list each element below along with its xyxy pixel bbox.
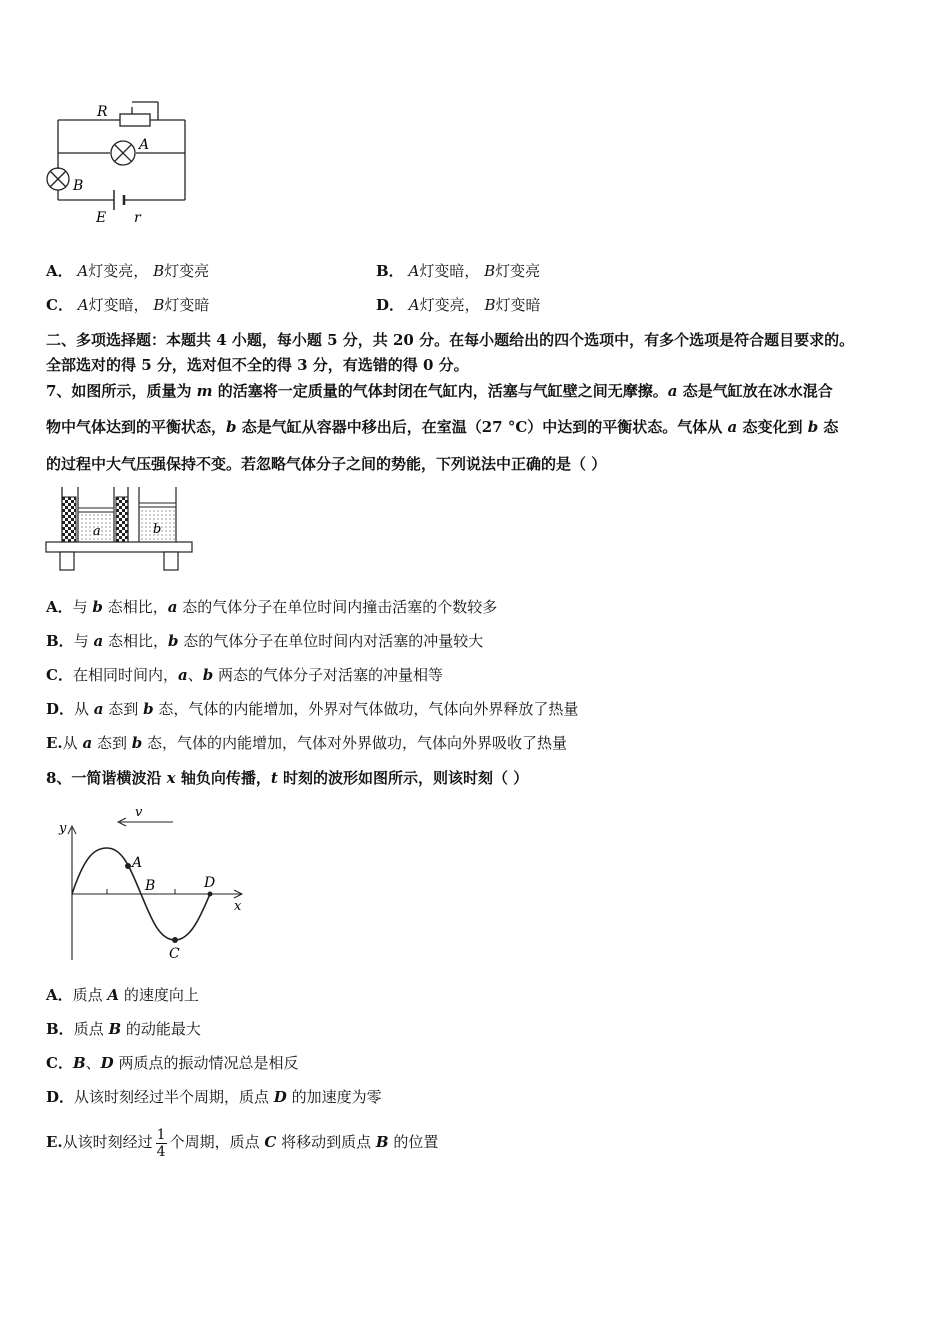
- q7-stem-line1: 7、如图所示，质量为 m 的活塞将一定质量的气体封闭在气缸内，活塞与气缸壁之间无摩擦。a 态是气缸放在冰水混合: [46, 382, 833, 400]
- label-B: B: [145, 878, 156, 894]
- q7-option-d[interactable]: D．从 a 态到 b 态，气体的内能增加，外界对气体做功，气体向外界释放了热量: [46, 700, 579, 718]
- circuit-diagram: [40, 95, 200, 230]
- section2-line1: 二、多项选择题：本题共 4 小题，每小题 5 分，共 20 分。在每小题给出的四个选项中，有多个选项是符合题目要求的。: [46, 331, 855, 349]
- fraction-one-quarter: $\frac{1}{4}$: [156, 1126, 166, 1160]
- q8-option-c[interactable]: C．B、D 两质点的振动情况总是相反: [46, 1054, 299, 1072]
- ice-water-left: [62, 497, 76, 542]
- q8-option-a[interactable]: A．质点 A 的速度向上: [46, 986, 199, 1004]
- label-R: R: [97, 104, 108, 120]
- point-C: [172, 937, 178, 943]
- piston-a: [78, 508, 114, 512]
- q7-option-a[interactable]: A．与 b 态相比，a 态的气体分子在单位时间内撞击活塞的个数较多: [46, 598, 498, 616]
- label-B: B: [73, 178, 84, 194]
- label-r: r: [134, 210, 141, 226]
- table-leg-right: [164, 552, 178, 570]
- q8-option-e[interactable]: E.从该时刻经过 $\frac{1}{4}$ 个周期，质点 C 将移动到质点 B 的位置: [46, 1126, 439, 1160]
- q7-option-b[interactable]: B．与 a 态相比，b 态的气体分子在单位时间内对活塞的冲量较大: [46, 632, 484, 650]
- cylinder-figure: [44, 485, 196, 573]
- label-x: x: [234, 899, 242, 914]
- q8-option-b[interactable]: B．质点 B 的动能最大: [46, 1020, 201, 1038]
- q6-option-b[interactable]: B． A灯变暗， B灯变亮: [376, 262, 541, 280]
- point-D: [208, 892, 213, 897]
- q7-option-e[interactable]: E.从 a 态到 b 态，气体的内能增加，气体对外界做功，气体向外界吸收了热量: [46, 734, 567, 752]
- label-A: A: [139, 137, 150, 153]
- label-b: b: [153, 522, 162, 537]
- ice-water-right: [116, 497, 128, 542]
- section2-line2: 全部选对的得 5 分，选对但不全的得 3 分，有选错的得 0 分。: [46, 356, 469, 374]
- table-top: [46, 542, 192, 552]
- table-leg-left: [60, 552, 74, 570]
- label-D: D: [204, 875, 216, 891]
- q7-stem-line2: 物中气体达到的平衡状态，b 态是气缸从容器中移出后，在室温（27 °C）中达到的平衡状态。气体从 a 态变化到 b 态: [46, 418, 839, 436]
- q6-option-d[interactable]: D． A灯变亮， B灯变暗: [376, 296, 541, 314]
- label-E: E: [96, 210, 107, 226]
- q6-option-a[interactable]: A． A灯变亮， B灯变亮: [46, 262, 210, 280]
- label-v: v: [135, 805, 143, 820]
- q8-stem: 8、一简谐横波沿 x 轴负向传播，t 时刻的波形如图所示，则该时刻（ ）: [46, 769, 529, 787]
- q8-option-d[interactable]: D．从该时刻经过半个周期，质点 D 的加速度为零: [46, 1088, 382, 1106]
- point-A: [125, 863, 131, 869]
- label-A: A: [132, 855, 143, 871]
- q7-option-c[interactable]: C．在相同时间内，a、b 两态的气体分子对活塞的冲量相等: [46, 666, 443, 684]
- label-a: a: [93, 524, 101, 539]
- q6-options-row-2: [46, 295, 906, 315]
- piston-b: [139, 503, 176, 507]
- q6-option-c[interactable]: C． A灯变暗， B灯变暗: [46, 296, 210, 314]
- q6-options-row-1: [46, 261, 906, 281]
- q7-stem-line3: 的过程中大气压强保持不变。若忽略气体分子之间的势能，下列说法中正确的是（ ）: [46, 455, 607, 473]
- wave-figure: [55, 800, 255, 965]
- label-C: C: [169, 946, 180, 962]
- label-y: y: [59, 821, 67, 836]
